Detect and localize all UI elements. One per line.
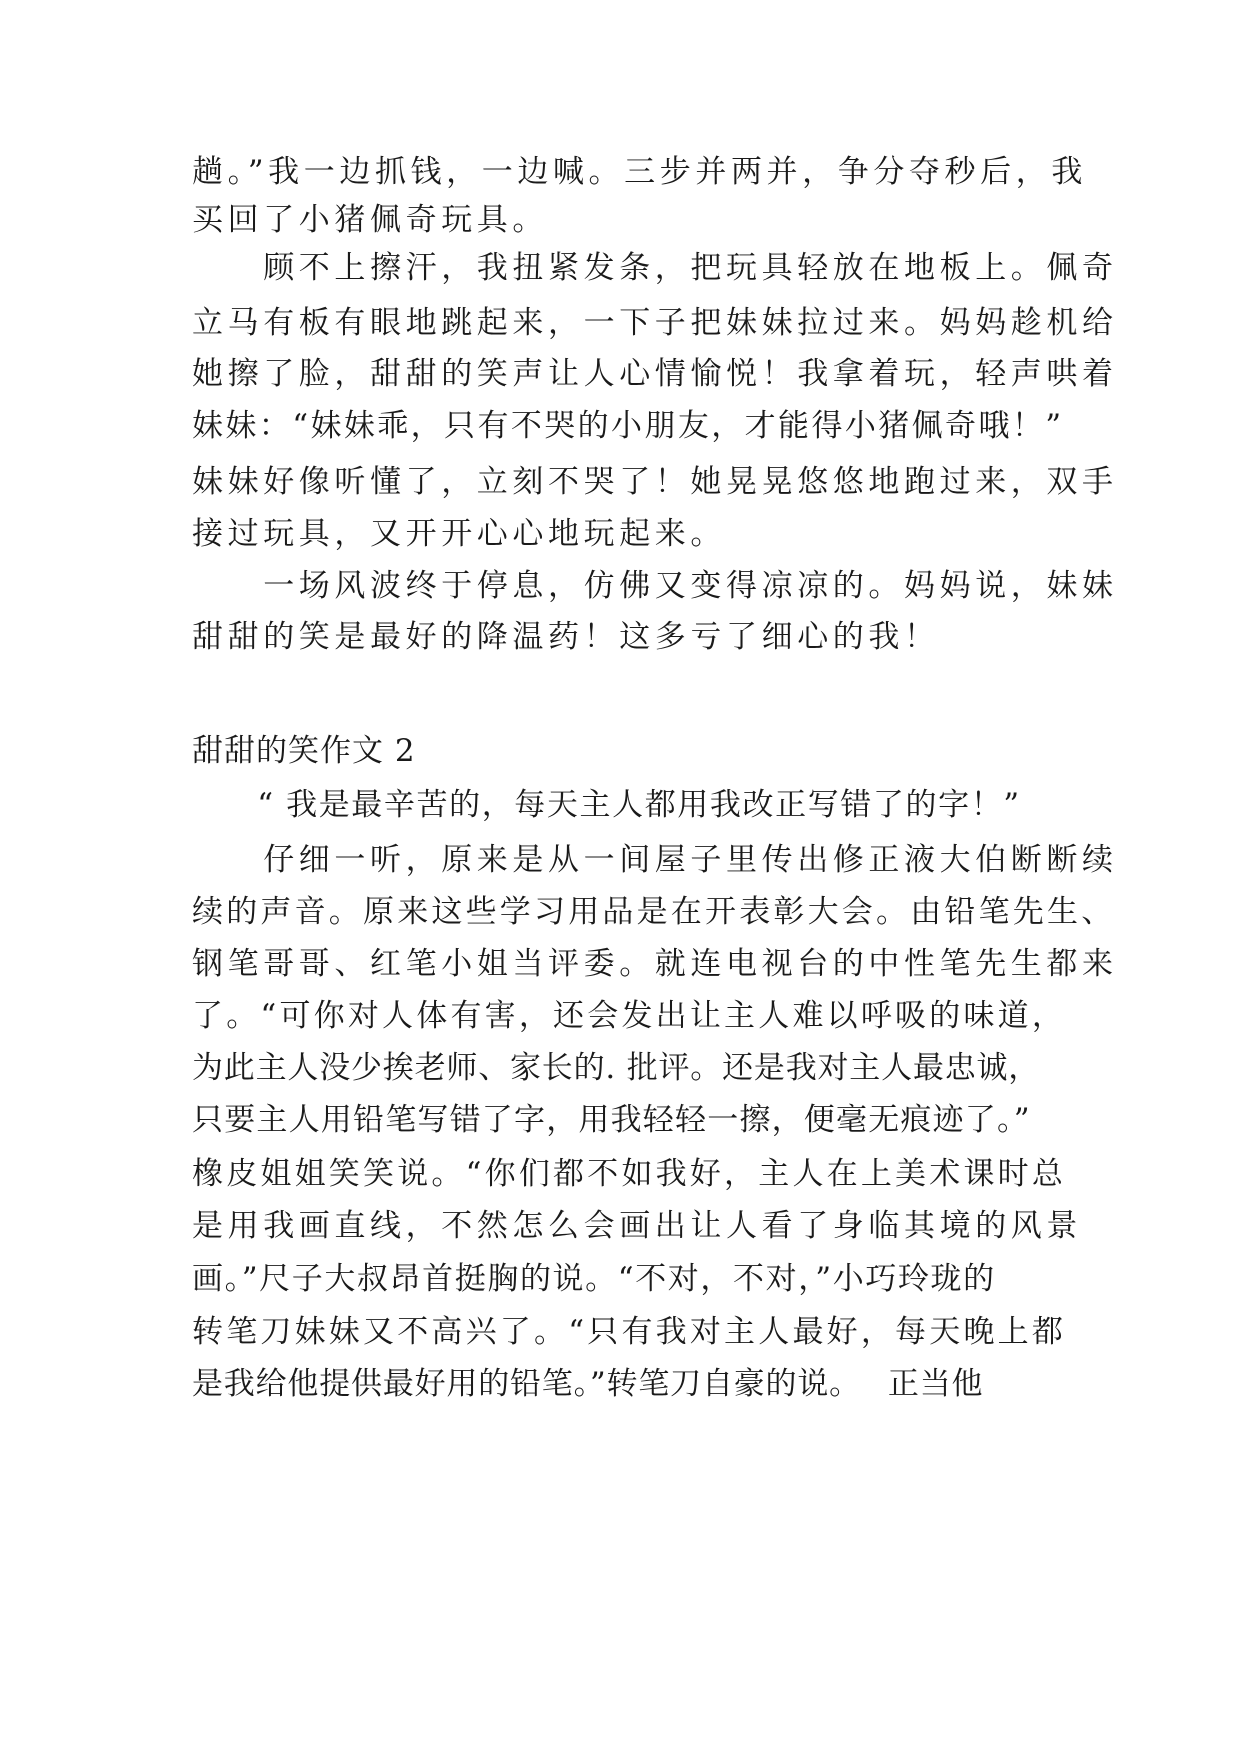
text-line: 妹妹好像听懂了，立刻不哭了！她晃晃悠悠地跑过来，双手 xyxy=(192,464,1118,500)
text-line: 转笔刀妹妹又不高兴了。“只有我对主人最好，每天晚上都 xyxy=(192,1314,1067,1350)
section-heading: 甜甜的笑作文 2 xyxy=(192,733,416,769)
text-line: 甜甜的笑是最好的降温药！这多亏了细心的我！ xyxy=(192,619,940,655)
text-line: 立马有板有眼地跳起来，一下子把妹妹拉过来。妈妈趁机给 xyxy=(192,305,1118,341)
text-line: 是我给他提供最好用的铅笔。”转笔刀自豪的说。 正当他 xyxy=(192,1366,984,1402)
text-line: 仔细一听，原来是从一间屋子里传出修正液大伯断断续 xyxy=(192,842,1118,878)
text-line: 顾不上擦汗，我扭紧发条，把玩具轻放在地板上。佩奇 xyxy=(192,250,1118,286)
text-line: 续的声音。原来这些学习用品是在开表彰大会。由铅笔先生、 xyxy=(192,894,1116,930)
text-line: 了。“可你对人体有害，还会发出让主人难以呼吸的味道， xyxy=(192,998,1067,1034)
text-line: 是用我画直线，不然怎么会画出让人看了身临其境的风景 xyxy=(192,1208,1082,1244)
text-line: 为此主人没少挨老师、家长的. 批评。还是我对主人最忠诚， xyxy=(192,1050,1041,1086)
text-line: 画。”尺子大叔昂首挺胸的说。“不对，不对，”小巧玲珑的 xyxy=(192,1261,996,1297)
text-line: 钢笔哥哥、红笔小姐当评委。就连电视台的中性笔先生都来 xyxy=(192,946,1118,982)
text-line: 接过玩具，又开开心心地玩起来。 xyxy=(192,516,726,552)
text-line: 一场风波终于停息，仿佛又变得凉凉的。妈妈说，妹妹 xyxy=(192,568,1118,604)
text-line: “ 我是最辛苦的，每天主人都用我改正写错了的字！” xyxy=(192,787,1021,823)
text-line: 她擦了脸，甜甜的笑声让人心情愉悦！我拿着玩，轻声哄着 xyxy=(192,356,1118,392)
text-line: 趟。”我一边抓钱，一边喊。三步并两并，争分夺秒后，我 xyxy=(192,154,1087,190)
text-line: 买回了小猪佩奇玩具。 xyxy=(192,202,548,238)
text-line: 妹妹：“妹妹乖，只有不哭的小朋友，才能得小猪佩奇哦！” xyxy=(192,408,1064,444)
text-line: 只要主人用铅笔写错了字，用我轻轻一擦，便毫无痕迹了。” xyxy=(192,1102,1031,1138)
text-line: 橡皮姐姐笑笑说。“你们都不如我好，主人在上美术课时总 xyxy=(192,1156,1067,1192)
